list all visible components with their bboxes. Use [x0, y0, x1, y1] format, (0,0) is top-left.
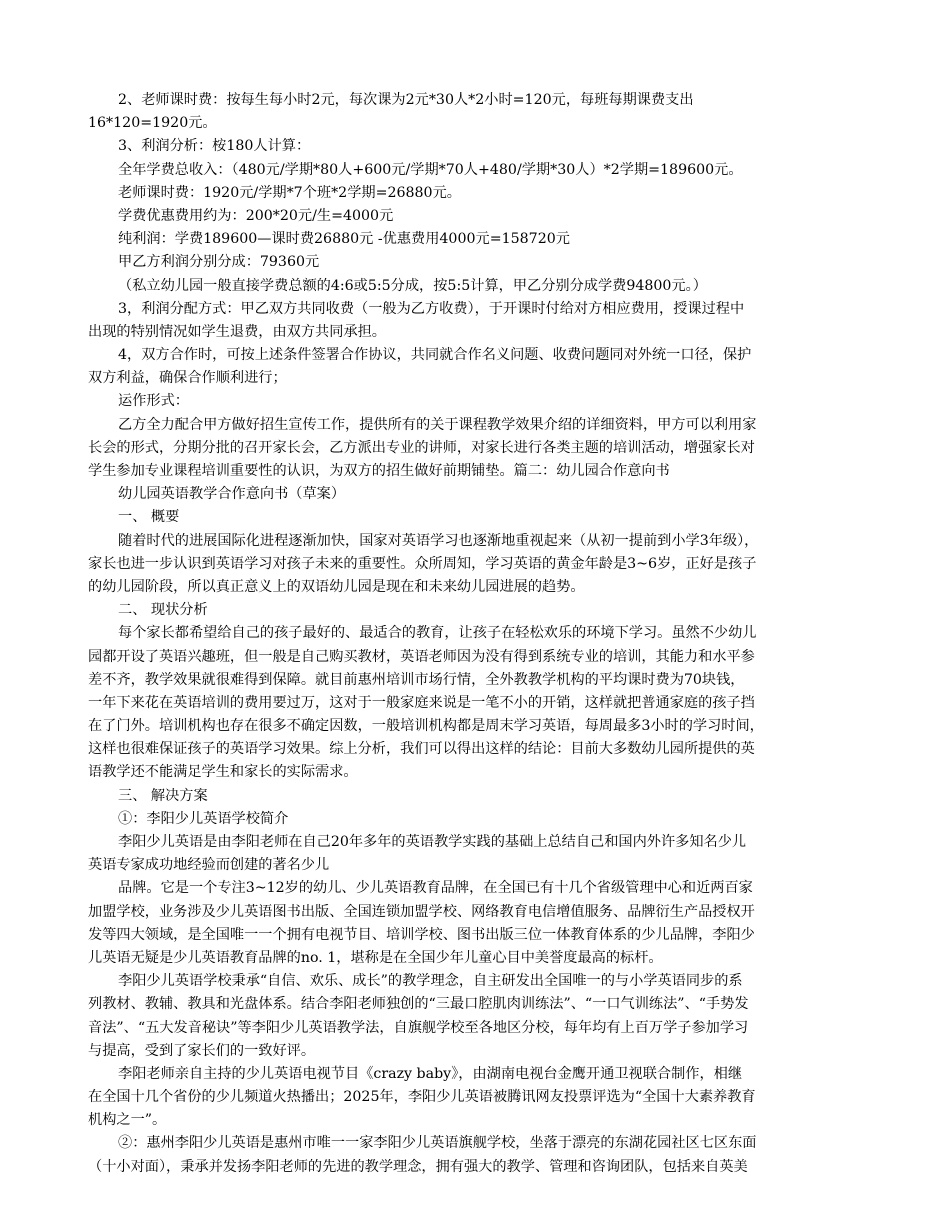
text-line: 3，利润分配方式：甲乙双方共同收费（一般为乙方收费），于开课时付给对方相应费用，授课过程中: [118, 300, 745, 317]
text-line: 李阳老师亲自主持的少儿英语电视节目《crazy baby》，由湖南电视台金鹰开通卫视联合制作，相继: [118, 1065, 743, 1082]
text-line: （私立幼儿园一般直接学费总额的4:6或5:5分成，按5:5计算，甲乙分别分成学费94800元。）: [118, 277, 707, 294]
text-line: 幼儿园英语教学合作意向书（草案）: [118, 486, 346, 503]
text-line: 家长也进一步认识到英语学习对孩子未来的重要性。众所周知，学习英语的黄金年龄是3~6岁，正好是孩子: [88, 555, 757, 572]
text-line: 出现的特别情况如学生退费，由双方共同承担。: [88, 323, 386, 340]
text-line: 三、 解决方案: [118, 787, 208, 804]
text-line: 长会的形式，分期分批的召开家长会，乙方派出专业的讲师，对家长进行各类主题的培训活动，增强家长对: [88, 439, 755, 456]
text-line: 差不齐，教学效果就很难得到保障。就目前惠州培训市场行情，全外教教学机构的平均课时费为70块钱，: [88, 671, 745, 688]
text-line: 这样也很难保证孩子的英语学习效果。综上分析，我们可以得出这样的结论：目前大多数幼儿园所提供的英: [88, 741, 755, 758]
document-page: [88, 89, 864, 1179]
text-line: 二、 现状分析: [118, 602, 208, 619]
text-line: 李阳少儿英语是由李阳老师在自己20年多年的英语教学实践的基础上总结自己和国内外许多知名少儿: [118, 834, 747, 850]
text-line: 加盟学校，业务涉及少儿英语图书出版、全国连锁加盟学校、网络教育电信增值服务、品牌衍生产品授权开: [88, 903, 755, 920]
text-line: 语教学还不能满足学生和家长的实际需求。: [88, 764, 358, 781]
text-line: 在全国十几个省份的少儿频道火热播出；2025年，李阳少儿英语被腾讯网友投票评选为“全国十大素养教育: [88, 1089, 756, 1106]
text-line: 一、 概要: [118, 509, 180, 526]
text-line: 随着时代的进展国际化进程逐渐加快，国家对英语学习也逐渐地重视起来（从初一提前到小学3年级），: [118, 532, 759, 549]
text-line: 甲乙方利润分别分成：79360元: [118, 254, 320, 271]
text-line: 发等四大领域，是全国唯一一个拥有电视节目、培训学校、图书出版三位一体教育体系的少儿品牌，李阳少: [88, 926, 755, 943]
text-line: 每个家长都希望给自己的孩子最好的、最适合的教育，让孩子在轻松欢乐的环境下学习。虽然不少幼儿: [118, 625, 757, 642]
text-line: 列教材、教辅、教具和光盘体系。结合李阳老师独创的“三最口腔肌肉训练法”、“一口气训练法”、“手势发: [88, 996, 749, 1013]
text-line: 李阳少儿英语学校秉承“自信、欢乐、成长”的教学理念，自主研发出全国唯一的与小学英语同步的系: [118, 973, 743, 990]
text-line: （十小对面），秉承并发扬李阳老师的先进的教学理念，拥有强大的教学、管理和咨询团队，包括来自英美: [88, 1158, 748, 1175]
text-line: 一年下来花在英语培训的费用要过万，这对于一般家庭来说是一笔不小的开销，这样就把普通家庭的孩子挡: [88, 694, 755, 711]
text-line: 2、老师课时费：按每生每小时2元，每次课为2元*30人*2小时=120元，每班每期课费支出: [118, 92, 694, 108]
text-line: 运作形式：: [118, 393, 189, 410]
text-line: 机构之一”。: [88, 1112, 167, 1129]
text-line: 3、利润分析：桉180人计算：: [118, 138, 311, 155]
text-line: 全年学费总收入：（480元/学期*80人+600元/学期*70人+480/学期*30人）*2学期=189600元。: [118, 161, 743, 178]
text-line: 学生参加专业课程培训重要性的认识，为双方的招生做好前期铺垫。篇二：幼儿园合作意向书: [88, 463, 670, 479]
text-line: ①：李阳少儿英语学校简介: [118, 810, 289, 827]
text-line: 4，双方合作时，可按上述条件签署合作协议，共同就合作名义问题、收费问题同对外统一口径，保护: [118, 347, 752, 364]
text-line: 学费优惠费用约为：200*20元/生=4000元: [118, 207, 394, 224]
text-line: 园都开设了英语兴趣班，但一般是自己购买教材，英语老师因为没有得到系统专业的培训，其能力和水平参: [88, 648, 755, 665]
text-line: 在了门外。培训机构也存在很多不确定因数，一般培训机构都是周末学习英语，每周最多3小时的学习时间，: [88, 718, 764, 735]
text-line: 16*120=1920元。: [88, 115, 217, 132]
text-line: 纯利润：学费189600—课时费26880元 -优惠费用4000元=158720元: [118, 231, 570, 248]
text-line: 双方利益，确保合作顺利进行；: [88, 370, 287, 387]
text-line: ②：惠州李阳少儿英语是惠州市唯一一家李阳少儿英语旗舰学校，坐落于漂亮的东湖花园社区七区东面: [118, 1135, 757, 1152]
text-line: 乙方全力配合甲方做好招生宣传工作，提供所有的关于课程教学效果介绍的详细资料，甲方可以利用家: [118, 416, 757, 433]
text-line: 英语专家成功地经验而创建的著名少儿: [88, 857, 330, 874]
text-line: 的幼儿园阶段，所以真正意义上的双语幼儿园是现在和未来幼儿园进展的趋势。: [88, 578, 585, 595]
text-line: 品牌。它是一个专注3~12岁的幼儿、少儿英语教育品牌，在全国已有十几个省级管理中心和近两百家: [118, 880, 753, 897]
text-line: 儿英语无疑是少儿英语教育品牌的no. 1，堪称是在全国少年儿童心目中美誉度最高的标杆。: [88, 949, 663, 966]
text-line: 与提高，受到了家长们的一致好评。: [88, 1042, 316, 1059]
text-line: 音法”、“五大发音秘诀”等李阳少儿英语教学法，自旗舰学校至各地区分校，每年均有上百万学子参加学习: [88, 1019, 749, 1036]
text-line: 老师课时费：1920元/学期*7个班*2学期=26880元。: [118, 184, 461, 201]
